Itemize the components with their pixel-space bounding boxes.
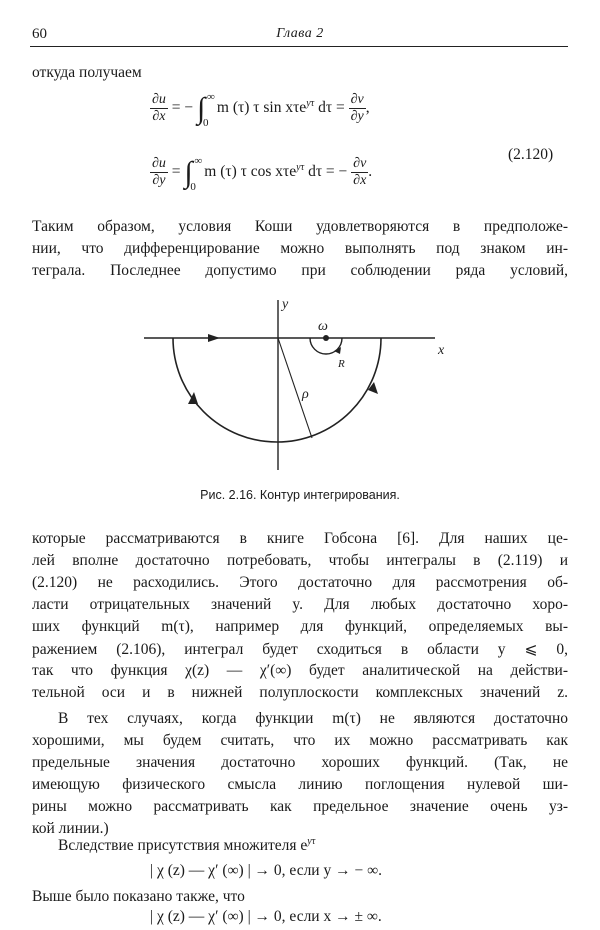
equation-2: [150, 154, 373, 193]
eq2-lhs: $\frac{\partial u}{\partial y}$: [152, 156, 166, 188]
page-number: 60: [32, 26, 47, 42]
para2-line-8: тельной оси и в нижней полуплоскости комплексных значений z.: [32, 684, 568, 701]
factor-exp: yτ: [307, 836, 316, 847]
eq1-integral: ∫ ∞ 0: [197, 90, 215, 129]
eq1-tail: ,: [365, 99, 370, 117]
para2-line-4: ласти отрицательных значений y. Для любых достаточно хоро-: [32, 596, 568, 613]
para2-line-3: (2.120) не расходились. Этого достаточно для рассмотрения об-: [32, 574, 568, 591]
eq1-integrand: m (τ) τ sin xτe: [216, 99, 307, 117]
header-rule: [30, 46, 568, 47]
para1-line-3: теграла. Последнее допустимо при соблюдении ряда условий,: [32, 262, 568, 279]
eq1-dtau: dτ =: [314, 99, 345, 117]
factor-text: Вследствие присутствия множителя e: [58, 837, 308, 855]
eq1-lhs: $\frac{\partial u}{\partial x}$: [152, 92, 166, 124]
para3-line-1: В тех случаях, когда функции m(τ) не являются достаточно: [58, 710, 568, 727]
label-omega: ω: [318, 319, 328, 334]
large-semicircle: [173, 338, 381, 442]
para2-line-6: ражением (2.106), интеграл будет сходиться в области y ⩽ 0,: [32, 641, 568, 658]
label-R: R: [338, 358, 345, 370]
para2-line-7: так что функция χ(z) — χ′(∞) будет аналитической на действи-: [32, 662, 568, 679]
para2-line-2: лей вполне достаточно потребовать, чтобы интегралы в (2.119) и: [32, 552, 568, 569]
para3-line-4: имеющую физического смысла линию поглощения нулевой ши-: [32, 776, 568, 793]
equation-number: (2.120): [508, 146, 554, 163]
para1-line-1: Таким образом, условия Коши удовлетворяются в предположе-: [32, 218, 568, 235]
para3-line-6: кой линии.): [32, 820, 109, 837]
eq2-integral: ∫ ∞ 0: [184, 154, 203, 193]
para3-line-2: хорошими, мы будем считать, что их можно рассматривать как: [32, 732, 568, 749]
para3-line-3: предельные значения достаточно хороших функций. (Так, не: [32, 754, 568, 771]
eq2-exp: yτ: [296, 161, 305, 173]
eq2-rhs: $\frac{\partial v}{\partial x}$: [353, 156, 367, 188]
label-rho: ρ: [302, 387, 309, 402]
eq1-exp: yτ: [306, 97, 315, 109]
contour-figure: [130, 292, 460, 474]
label-y: y: [282, 297, 289, 312]
figure-caption: Рис. 2.16. Контур интегрирования.: [200, 488, 400, 502]
factor-line: [58, 836, 315, 855]
para1-line-2: нии, что дифференцирование можно выполнять под знаком ин-: [32, 240, 568, 257]
eq1-rhs: $\frac{\partial v}{\partial y}$: [350, 92, 364, 124]
x-axis-arrow: [208, 334, 220, 342]
chapter-title: Глава 2: [276, 26, 324, 41]
eq1-op: = −: [171, 99, 194, 117]
para2-line-1: которые рассматриваются в книге Гобсона [6]. Для наших це-: [32, 530, 568, 547]
eq2-tail: .: [368, 163, 373, 181]
small-semicircle-arrow: [334, 347, 341, 354]
limit-2: | χ (z) — χ′ (∞) | → 0, если x → ± ∞.: [150, 908, 382, 925]
eq2-op: =: [171, 163, 181, 181]
para2-line-5: ших функций m(τ), например для функций, определяемых вы-: [32, 618, 568, 635]
eq2-dtau: dτ = −: [304, 163, 348, 181]
label-x: x: [438, 343, 445, 358]
eq2-integrand: m (τ) τ cos xτe: [204, 163, 297, 181]
equation-1: [150, 90, 370, 129]
intro-text: откуда получаем: [32, 64, 142, 81]
para3-line-5: рины можно рассматривать как предельное значение очень уз-: [32, 798, 568, 815]
omega-point: [323, 335, 329, 341]
shown-line: Выше было показано также, что: [32, 888, 245, 905]
limit-1: | χ (z) — χ′ (∞) | → 0, если y → − ∞.: [150, 862, 383, 879]
